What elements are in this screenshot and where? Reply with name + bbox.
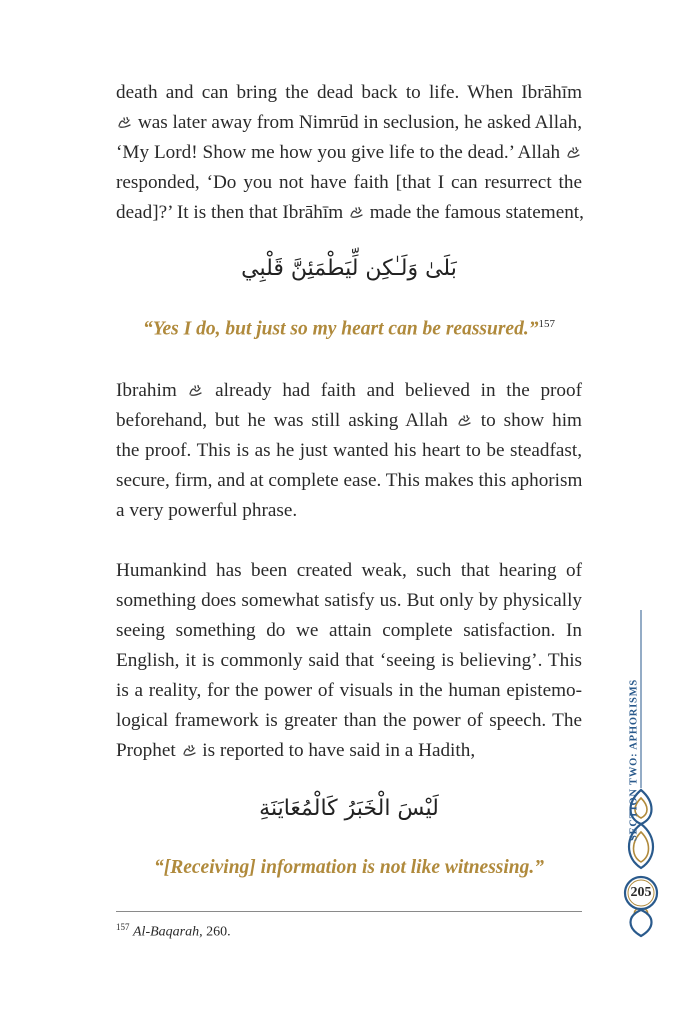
text-line: a very powerful phrase. [116,500,298,521]
quote-2: “[Receiving] information is not like witnessing.” [153,857,545,878]
page-number: 205 [630,885,652,900]
footnote-rest: , 260. [199,924,231,940]
footnote [116,922,231,941]
text-line: Prophet is reported to have said in a Hadith, [116,740,476,761]
text-line: English, it is commonly said that ‘seeing is believing’. This [116,650,582,671]
text-line: the proof. This is as he just wanted his heart to be steadfast, [116,440,582,461]
text-line: secure, firm, and at complete ease. This makes this aphorism [116,470,583,491]
honorific-icon [188,384,203,397]
text-line: logical framework is greater than the power of speech. The [116,710,582,731]
section-label: SECTION TWO: APHORISMS [628,678,640,842]
footnote-ref: 157 [538,318,555,330]
honorific-icon [349,206,364,219]
arabic-hadith: لَيْسَ الْخَبَرُ كَالْمُعَايَنَةِ [259,796,439,821]
text-line: death and can bring the dead back to life. When Ibrāhīm [116,82,582,103]
text-line: Ibrahim already had faith and believed in the proof [116,380,582,401]
paragraph-2 [116,376,582,526]
text-line: Humankind has been created weak, such that hearing of [116,560,582,581]
text-line: responded, ‘Do you not have faith [that I can resurrect the [116,172,582,193]
footnote-source: Al-Baqarah [133,924,200,940]
quote-1 [116,318,582,341]
arabic-verse-1: بَلَىٰ وَلَـٰكِن لِّيَطْمَئِنَّ قَلْبِي [241,256,457,281]
honorific-icon [457,414,472,427]
quote-1-text: “Yes I do, but just so my heart can be reassured.” [143,318,539,340]
text-line: dead]?’ It is then that Ibrāhīm made the famous statement, [116,202,584,223]
text-line: beforehand, but he was still asking Allah to show him [116,410,582,431]
text-line: seeing something do we attain complete satisfaction. In [116,620,582,641]
text-line: something does somewhat satisfy us. But only by physically [116,590,582,611]
footnote-number: 157 [116,922,130,932]
paragraph-1 [116,78,582,228]
text-line: was later away from Nimrūd in seclusion, he asked Allah, [116,108,582,138]
text-line: is a reality, for the power of visuals in the human epistemo- [116,680,582,701]
text-line: ‘My Lord! Show me how you give life to the dead.’ Allah [116,138,582,168]
paragraph-3 [116,556,582,766]
honorific-icon [182,744,197,757]
footnote-divider [116,911,582,912]
honorific-icon [566,146,581,159]
honorific-icon [117,116,132,129]
